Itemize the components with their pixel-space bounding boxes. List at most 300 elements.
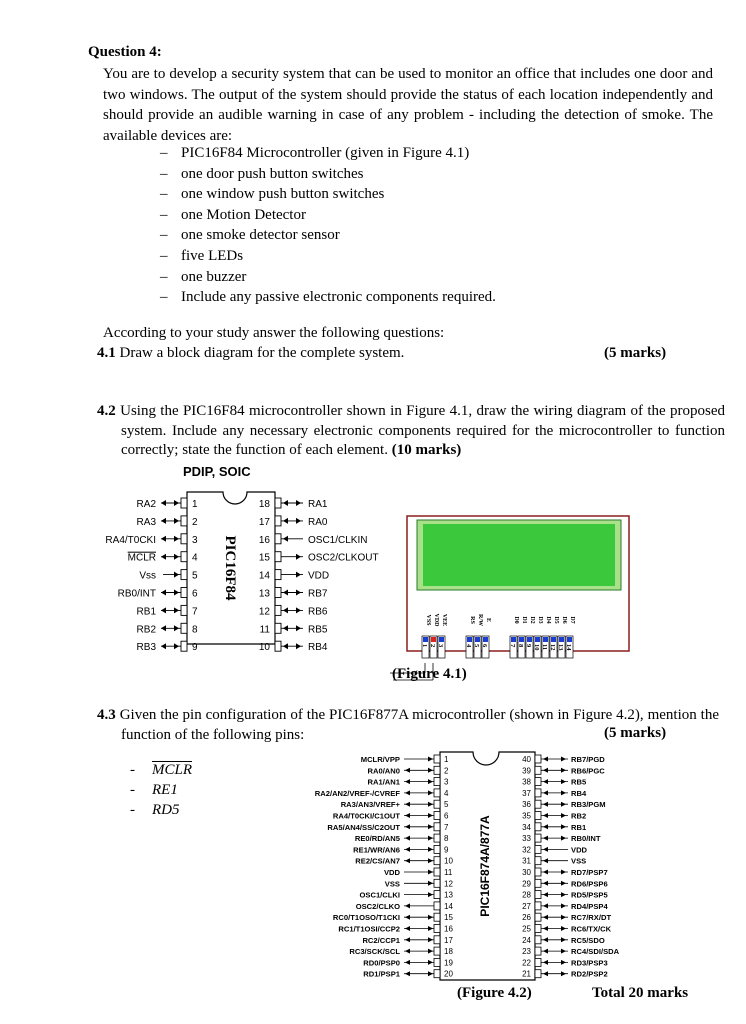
pin-box xyxy=(275,588,281,598)
pin-name: RB2 xyxy=(136,624,156,636)
arrow xyxy=(296,625,301,631)
device-list xyxy=(160,143,496,308)
arrow xyxy=(543,881,548,886)
pin-name: VDD xyxy=(571,845,588,855)
pin-box xyxy=(434,970,440,978)
pin-box xyxy=(434,868,440,876)
arrow xyxy=(405,903,410,908)
lcd-pin-marker xyxy=(431,637,436,642)
pin-name: RB6/PGC xyxy=(571,766,605,776)
pin-box xyxy=(181,623,187,633)
list-item: – one Motion Detector xyxy=(160,206,306,223)
arrow xyxy=(405,813,410,818)
pin-number: 14 xyxy=(444,901,453,911)
chip-name: PIC16F84 xyxy=(222,535,238,601)
lcd-pin-label: RS xyxy=(469,616,475,624)
arrow xyxy=(428,926,433,931)
lcd-pin-label: D0 xyxy=(513,616,519,624)
pin-name: RE1/WR/AN6 xyxy=(353,845,400,855)
pin-name: OSC1/CLKI xyxy=(359,890,400,900)
list-item: – one window push button switches xyxy=(160,186,385,203)
pin-box xyxy=(535,936,541,944)
lcd-pin-marker xyxy=(511,637,516,642)
list-item: - MCLR xyxy=(130,762,193,778)
arrow xyxy=(561,892,566,897)
arrow xyxy=(296,518,301,524)
arrow xyxy=(428,881,433,886)
lcd-pin-marker xyxy=(559,637,564,642)
pin-box xyxy=(275,534,281,544)
lcd-pin-number: 10 xyxy=(533,644,540,651)
pin-name: VDD xyxy=(308,570,330,582)
arrow xyxy=(561,802,566,807)
pin-name: RD2/PSP2 xyxy=(571,969,608,979)
arrow xyxy=(561,870,566,875)
pin-name: RB6 xyxy=(308,606,328,618)
lcd-pin-marker xyxy=(439,637,444,642)
list-item: – Include any passive electronic components required. xyxy=(160,289,496,306)
lcd-screen xyxy=(423,524,615,586)
lcd-pin-number: 2 xyxy=(429,644,436,648)
arrow xyxy=(543,960,548,965)
arrow xyxy=(428,870,433,875)
lcd-pin-marker xyxy=(551,637,556,642)
lcd-pin-number: 4 xyxy=(465,644,472,648)
arrow xyxy=(428,960,433,965)
pin-box xyxy=(535,834,541,842)
chip-name: PIC16F874A/877A xyxy=(478,815,492,917)
arrow xyxy=(543,870,548,875)
pin-box xyxy=(434,755,440,763)
pin-number: 18 xyxy=(258,499,270,510)
arrow xyxy=(161,607,166,613)
arrow xyxy=(428,858,433,863)
pin-number: 1 xyxy=(444,755,449,764)
lcd-pin-label: D3 xyxy=(537,616,543,624)
pin-name: RE2/CS/AN7 xyxy=(355,856,400,866)
pin-number: 33 xyxy=(522,834,531,844)
pin-name: RA0 xyxy=(308,516,328,528)
pin-box xyxy=(535,913,541,921)
pin-name: RC6/TX/CK xyxy=(571,924,612,934)
pin-number: 35 xyxy=(522,811,531,821)
pin-name: RB0/INT xyxy=(117,588,156,600)
pin-name: RB7 xyxy=(308,588,328,600)
pin-box xyxy=(434,891,440,899)
arrow xyxy=(161,536,166,542)
pin-box xyxy=(434,812,440,820)
pin-number: 27 xyxy=(522,901,531,911)
pin-box xyxy=(535,812,541,820)
arrow xyxy=(543,903,548,908)
pin-box xyxy=(181,641,187,651)
pin-number: 22 xyxy=(522,958,531,968)
pin-box xyxy=(434,947,440,955)
arrow xyxy=(405,802,410,807)
pin-name: RB5 xyxy=(571,777,587,787)
pin-name: OSC1/CLKIN xyxy=(308,534,368,546)
list-item: - RD5 xyxy=(130,802,180,818)
pin-box xyxy=(434,823,440,831)
lcd-pin-label: D6 xyxy=(561,616,567,624)
arrow xyxy=(561,813,566,818)
pin-box xyxy=(275,605,281,615)
pin-number: 8 xyxy=(192,624,198,636)
arrow xyxy=(405,768,410,773)
arrow xyxy=(174,625,179,631)
pin-number: 16 xyxy=(258,534,270,546)
arrow xyxy=(543,937,548,942)
arrow xyxy=(161,625,166,631)
arrow xyxy=(174,590,179,596)
pin-number: 4 xyxy=(192,552,198,564)
arrow xyxy=(543,858,548,863)
pin-box xyxy=(275,623,281,633)
arrow xyxy=(283,518,288,524)
arrow xyxy=(561,824,566,829)
pin-name: RC0/T1OSO/T1CKI xyxy=(332,913,400,923)
arrow xyxy=(405,824,410,829)
pin-name: RC2/CCP1 xyxy=(362,935,400,945)
pin-name: OSC2/CLKOUT xyxy=(308,552,379,564)
question-4-1: 4.1 Draw a block diagram for the complete system. xyxy=(97,345,405,361)
arrow xyxy=(561,926,566,931)
pin-number: 17 xyxy=(444,935,453,945)
pin-number: 21 xyxy=(522,969,531,979)
question-title: Question 4: xyxy=(88,44,162,60)
arrow xyxy=(296,554,301,560)
arrow xyxy=(405,779,410,784)
pin-box xyxy=(181,516,187,526)
pin-name: RE0/RD/AN5 xyxy=(354,834,400,844)
pin-name: Vss xyxy=(139,570,156,582)
lcd-pin-label: VEE xyxy=(441,613,447,627)
pin-number: 6 xyxy=(444,811,449,821)
lcd-pin-label: R/W xyxy=(477,614,483,626)
arrow xyxy=(174,572,179,578)
lcd-pin-number: 8 xyxy=(517,644,524,648)
pin-box xyxy=(434,789,440,797)
pin-box xyxy=(434,879,440,887)
arrow xyxy=(174,536,179,542)
pin-number: 40 xyxy=(522,755,531,764)
list-item: - RE1 xyxy=(130,782,178,798)
pin-box xyxy=(434,857,440,865)
pin-box xyxy=(434,845,440,853)
pin-name: RA5/AN4/SS/C2OUT xyxy=(327,822,400,832)
pin-box xyxy=(535,857,541,865)
pin-name: VSS xyxy=(384,879,400,889)
arrow xyxy=(561,757,566,762)
lcd-pin-marker xyxy=(543,637,548,642)
arrow xyxy=(283,536,288,542)
arrow xyxy=(428,915,433,920)
arrow xyxy=(405,971,410,976)
pin-number: 24 xyxy=(522,935,531,945)
pin-name: RD7/PSP7 xyxy=(571,868,608,877)
arrow xyxy=(428,892,433,897)
pin-box xyxy=(275,552,281,562)
pin-number: 23 xyxy=(522,947,531,957)
arrow xyxy=(543,926,548,931)
pin-name: RA4/T0CKI/C1OUT xyxy=(332,811,400,821)
pin-number: 29 xyxy=(522,879,531,889)
pin-box xyxy=(535,879,541,887)
lcd-pin-label: VDD xyxy=(433,613,439,627)
pin-name: RA3 xyxy=(136,516,156,528)
lcd-pin-marker xyxy=(423,637,428,642)
pin-name: RA0/AN0 xyxy=(367,766,400,776)
pin-number: 5 xyxy=(444,800,449,810)
pin-number: 11 xyxy=(259,624,270,636)
pin-box xyxy=(434,936,440,944)
pin-name: RB3/PGM xyxy=(571,800,606,810)
pin-number: 30 xyxy=(522,868,531,877)
arrow xyxy=(428,971,433,976)
pin-box xyxy=(535,845,541,853)
pin-name: VDD xyxy=(383,868,400,877)
pin-number: 15 xyxy=(444,913,453,923)
pin-number: 4 xyxy=(444,788,449,798)
lcd-pin-label: D5 xyxy=(553,616,559,624)
pin-number: 2 xyxy=(192,516,198,528)
arrow xyxy=(561,881,566,886)
pin-box xyxy=(275,641,281,651)
pin-box xyxy=(181,570,187,580)
pin-name: RB4 xyxy=(308,642,328,652)
pin-box xyxy=(275,570,281,580)
figure-4-1-caption: (Figure 4.1) xyxy=(392,666,467,682)
lcd-pin-number: 7 xyxy=(509,644,516,648)
pin-box xyxy=(434,913,440,921)
pin-name: RB1 xyxy=(136,606,156,618)
lcd-pin-marker xyxy=(535,637,540,642)
pin-number: 32 xyxy=(522,845,531,855)
pin-name: RA2 xyxy=(136,499,156,510)
list-item: – one smoke detector sensor xyxy=(160,227,340,244)
list-item: – one buzzer xyxy=(160,268,247,285)
pin-number: 31 xyxy=(522,856,531,866)
arrow xyxy=(561,790,566,795)
pin-number: 18 xyxy=(444,947,453,957)
pin-name: RC1/T1OSI/CCP2 xyxy=(338,924,400,934)
arrow xyxy=(405,915,410,920)
pin-name: OSC2/CLKO xyxy=(355,901,400,911)
lcd-pin-label: E xyxy=(485,617,491,623)
arrow xyxy=(428,824,433,829)
arrow xyxy=(428,847,433,852)
arrow xyxy=(405,926,410,931)
pin-number: 3 xyxy=(444,777,449,787)
pin-name: RA3/AN3/VREF+ xyxy=(340,800,400,810)
pin-number: 17 xyxy=(258,516,270,528)
lcd-pin-number: 9 xyxy=(525,644,532,648)
lcd-pin-number: 11 xyxy=(541,644,548,651)
pin-box xyxy=(535,947,541,955)
arrow xyxy=(561,903,566,908)
pin-name: RD3/PSP3 xyxy=(571,958,608,968)
arrow xyxy=(561,949,566,954)
pin-number: 36 xyxy=(522,800,531,810)
arrow xyxy=(296,590,301,596)
arrow xyxy=(428,779,433,784)
arrow xyxy=(561,960,566,965)
pin-number: 37 xyxy=(522,788,531,798)
arrow xyxy=(428,757,433,762)
total-marks: Total 20 marks xyxy=(592,985,689,1001)
pin-box xyxy=(535,891,541,899)
pin-box xyxy=(181,498,187,508)
arrow xyxy=(543,824,548,829)
arrow xyxy=(428,937,433,942)
pin-number: 7 xyxy=(444,822,449,832)
arrow xyxy=(428,836,433,841)
list-item: – PIC16F84 Microcontroller (given in Figure 4.1) xyxy=(160,145,470,161)
lcd-pin-number: 1 xyxy=(421,644,428,648)
arrow xyxy=(296,572,301,578)
arrow xyxy=(174,643,179,649)
pin-number: 39 xyxy=(522,766,531,776)
pin-box xyxy=(181,534,187,544)
arrow xyxy=(174,518,179,524)
figure-4-2-caption: (Figure 4.2) xyxy=(457,985,532,1001)
pin-box xyxy=(535,823,541,831)
pin-number: 12 xyxy=(258,606,270,618)
arrow xyxy=(543,779,548,784)
pin-name: VSS xyxy=(571,856,587,866)
pin-number: 28 xyxy=(522,890,531,900)
lcd-pin-marker xyxy=(519,637,524,642)
according-text: According to your study answer the following questions: xyxy=(103,325,445,341)
arrow xyxy=(561,779,566,784)
pin-number: 5 xyxy=(192,570,198,582)
pin-number: 14 xyxy=(258,570,270,582)
arrow xyxy=(561,971,566,976)
lcd-pin-label: D2 xyxy=(529,616,535,624)
arrow xyxy=(161,590,166,596)
question-4-2: 4.2 Using the PIC16F84 microcontroller shown in Figure 4.1, draw the wiring diagram of the proposed system. Include any necessary electronic components required for the microcontroller to function correctly; state the function of each element. (10 marks) xyxy=(97,403,726,458)
question-4-1-marks: (5 marks) xyxy=(604,345,667,361)
pin-number: 13 xyxy=(258,588,270,600)
arrow xyxy=(543,915,548,920)
list-item: – one door push button switches xyxy=(160,165,364,182)
pin-name: RB0/INT xyxy=(571,834,601,844)
pin-box xyxy=(535,778,541,786)
pin-number: 10 xyxy=(444,856,453,866)
pin-name: RB7/PGD xyxy=(571,755,605,764)
pin-name: MCLR xyxy=(127,552,156,564)
pin-name: RD4/PSP4 xyxy=(571,901,608,911)
pin-name: RA1/AN1 xyxy=(367,777,400,787)
pin-number: 7 xyxy=(192,606,198,618)
arrow xyxy=(405,847,410,852)
arrow xyxy=(543,836,548,841)
lcd-pin-number: 6 xyxy=(481,644,488,648)
lcd-pin-number: 3 xyxy=(437,644,444,648)
pin-box xyxy=(535,925,541,933)
pin-name: MCLR/VPP xyxy=(360,755,400,764)
pin-number: 6 xyxy=(192,588,198,600)
arrow xyxy=(283,500,288,506)
arrow xyxy=(405,790,410,795)
arrow xyxy=(543,768,548,773)
lcd-pin-label: D1 xyxy=(521,616,527,624)
pin-name: RD1/PSP1 xyxy=(363,969,400,979)
pin-name: RA2/AN2/VREF-/CVREF xyxy=(314,788,400,798)
arrow xyxy=(428,790,433,795)
pin-box xyxy=(275,516,281,526)
pin-box xyxy=(535,766,541,774)
pin-number: 1 xyxy=(192,499,198,510)
pic16f877a-pinout xyxy=(290,748,650,983)
pin-box xyxy=(181,588,187,598)
arrow xyxy=(561,915,566,920)
lcd-pin-number: 12 xyxy=(549,644,556,651)
pin-number: 10 xyxy=(258,642,270,652)
lcd-pin-number: 13 xyxy=(557,644,564,651)
arrow xyxy=(283,590,288,596)
pin-name: RB3 xyxy=(136,642,156,652)
lcd-pin-number: 5 xyxy=(473,644,480,648)
arrow xyxy=(405,949,410,954)
arrow xyxy=(296,500,301,506)
pic16f84-pinout xyxy=(95,482,395,652)
arrow xyxy=(561,836,566,841)
arrow xyxy=(561,937,566,942)
arrow xyxy=(561,768,566,773)
pin-box xyxy=(434,800,440,808)
pin-box xyxy=(181,552,187,562)
pin-box xyxy=(535,868,541,876)
arrow xyxy=(296,607,301,613)
lcd-module xyxy=(385,508,635,683)
arrow xyxy=(543,813,548,818)
pin-number: 26 xyxy=(522,913,531,923)
question-intro: You are to develop a security system that can be used to monitor an office that includes one door and two windows. The output of the system should provide the status of each location independently and should provide an audible warning in case of any problem - including the detection of smoke. The available devices are: xyxy=(103,66,713,144)
arrow xyxy=(283,607,288,613)
pin-box xyxy=(434,766,440,774)
pin-number: 9 xyxy=(444,845,449,855)
arrow xyxy=(543,802,548,807)
pin-name: RA1 xyxy=(308,499,328,510)
pin-number: 12 xyxy=(444,879,453,889)
arrow xyxy=(428,949,433,954)
lcd-pin-marker xyxy=(467,637,472,642)
arrow xyxy=(543,847,548,852)
question-4-3-marks: (5 marks) xyxy=(604,725,667,741)
pin-list xyxy=(130,760,192,820)
lcd-pin-label: D4 xyxy=(545,616,551,624)
pin-box xyxy=(535,902,541,910)
pin-box xyxy=(434,958,440,966)
pin-number: 19 xyxy=(444,958,453,968)
arrow xyxy=(405,836,410,841)
arrow xyxy=(283,625,288,631)
arrow xyxy=(161,554,166,560)
pin-box xyxy=(535,970,541,978)
pin-box xyxy=(434,778,440,786)
pin-number: 11 xyxy=(444,868,453,877)
question-4-3: 4.3 Given the pin configuration of the PIC16F877A microcontroller (shown in Figure 4.2), mention the function of the following pins: xyxy=(97,707,719,743)
pin-box xyxy=(535,755,541,763)
arrow xyxy=(543,790,548,795)
arrow xyxy=(174,554,179,560)
arrow xyxy=(428,802,433,807)
lcd-pin-marker xyxy=(483,637,488,642)
pin-box xyxy=(535,800,541,808)
pin-number: 3 xyxy=(192,534,198,546)
arrow xyxy=(405,937,410,942)
